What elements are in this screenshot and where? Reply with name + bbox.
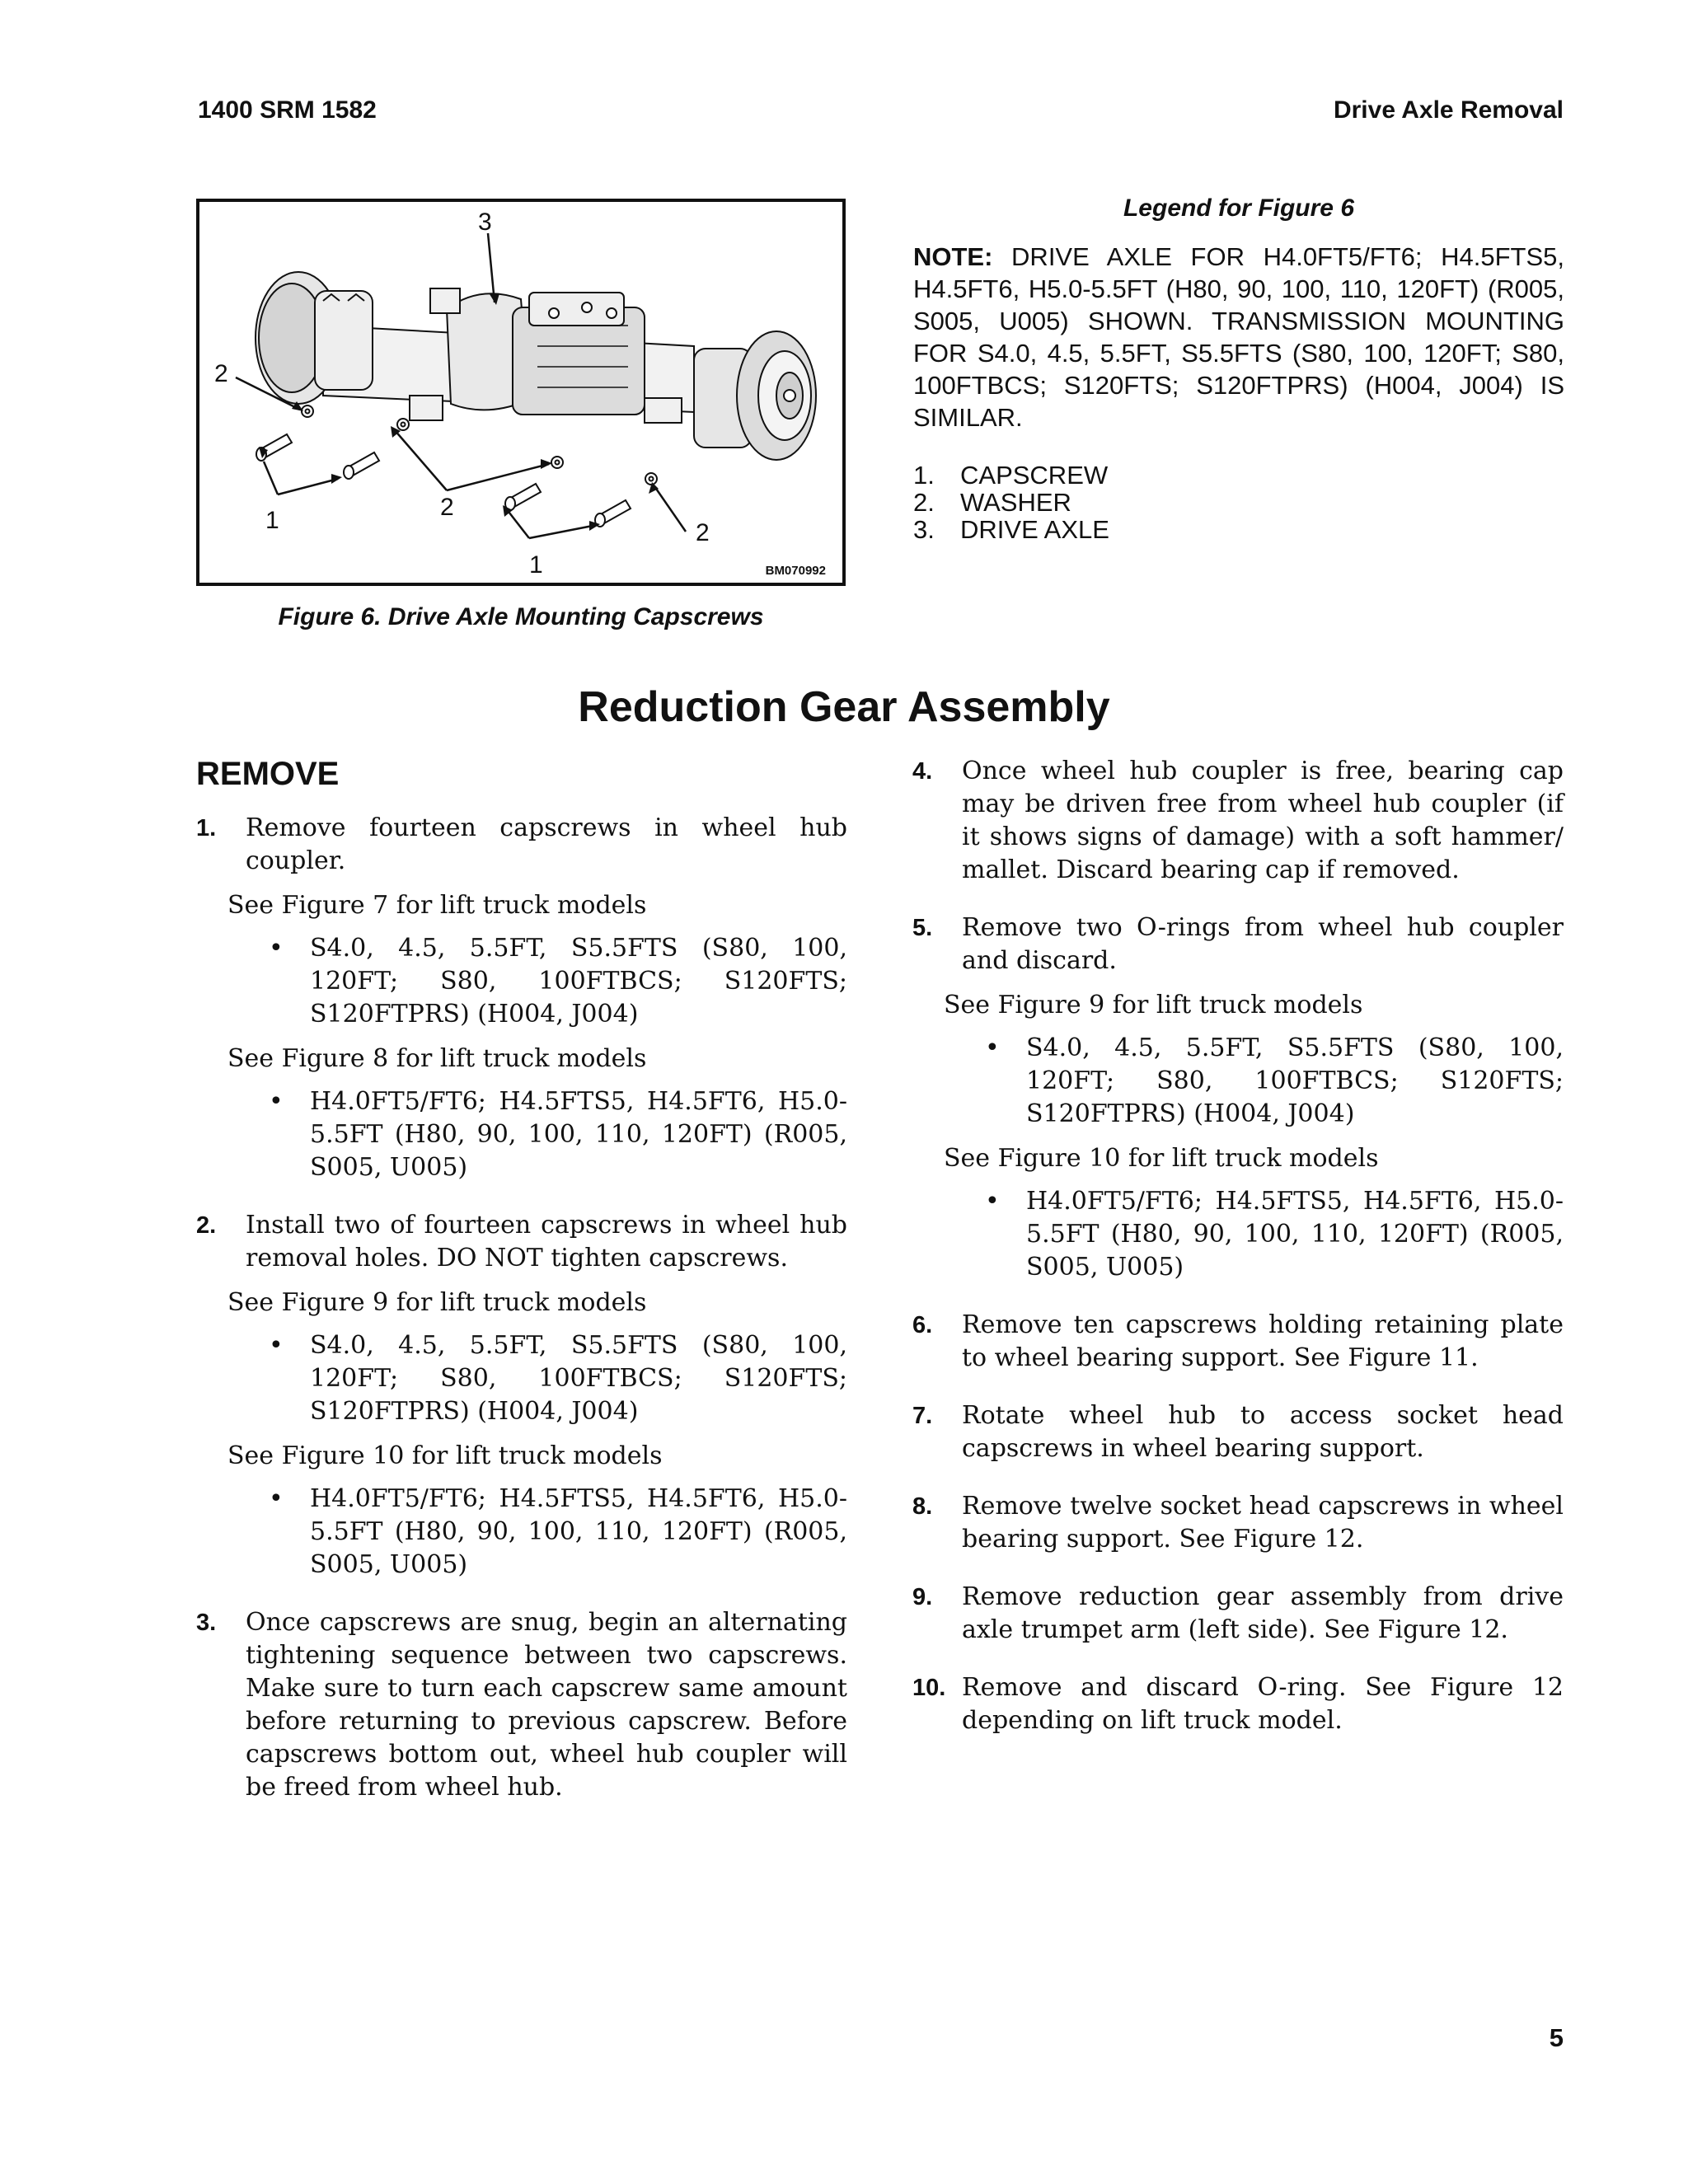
model-bullet <box>196 1329 847 1428</box>
legend-note <box>913 241 1564 434</box>
callout-2-left: 2 <box>214 360 228 387</box>
legend-list <box>913 462 1109 543</box>
see-figure-line: See Figure 9 for lift truck models <box>944 991 1363 1019</box>
legend-item <box>913 489 1109 516</box>
step-text: Remove fourteen capscrews in wheel hub coupler. <box>246 813 847 875</box>
step-2 <box>196 1209 847 1582</box>
legend-item-label: DRIVE AXLE <box>960 515 1109 544</box>
step-number: 2. <box>196 1212 217 1239</box>
bullet-glyph: • <box>985 1033 1000 1062</box>
step-text: Remove ten capscrews holding retaining plate to wheel bearing support. See Figure 11. <box>962 1310 1564 1372</box>
legend-item <box>913 462 1109 489</box>
running-header-title: Drive Axle Removal <box>1333 96 1564 124</box>
step-text: Remove and discard O-ring. See Figure 12 depending on lift truck model. <box>962 1673 1564 1735</box>
step-number: 6. <box>912 1312 933 1338</box>
running-header-doc-id: 1400 SRM 1582 <box>198 96 377 124</box>
step-number: 8. <box>912 1493 933 1520</box>
legend-item-number: 1. <box>913 461 935 490</box>
figure-code: BM070992 <box>765 564 826 578</box>
step-number: 4. <box>912 758 933 785</box>
model-bullet <box>912 1032 1564 1131</box>
figure-caption: Figure 6. Drive Axle Mounting Capscrews <box>278 603 764 630</box>
step-number: 10. <box>912 1675 946 1701</box>
callout-1-bottom: 1 <box>529 551 543 579</box>
step-10 <box>912 1671 1564 1737</box>
left-column <box>196 754 847 1829</box>
see-figure-line: See Figure 10 for lift truck models <box>944 1144 1379 1173</box>
section-title: Reduction Gear Assembly <box>578 683 1110 731</box>
page-number: 5 <box>1549 2023 1564 2052</box>
note-text: DRIVE AXLE FOR H4.0FT5/FT6; H4.5FTS5, H4.5FT6, H5.0-5.5FT (H80, 90, 100, 110, 120FT) (R005, S005, U005) SHOWN. TRANSMISSION MOUNTING FOR S4.0, 4.5, 5.5FT, S5.5FTS (S80, 100, 120FT; S80, 100FTBCS; S120FTS; S120FTPRS) (H004, J004) IS SIMILAR. <box>913 242 1564 432</box>
bullet-text: H4.0FT5/FT6; H4.5FTS5, H4.5FT6, H5.0-5.5FT (H80, 90, 100, 110, 120FT) (R005, S005, U005) <box>310 1087 847 1182</box>
bullet-text: S4.0, 4.5, 5.5FT, S5.5FTS (S80, 100, 120FT; S80, 100FTBCS; S120FTS; S120FTPRS) (H004, J004) <box>1026 1033 1564 1128</box>
step-4 <box>912 755 1564 887</box>
step-7 <box>912 1399 1564 1465</box>
step-number: 5. <box>912 915 933 941</box>
model-bullet <box>912 1185 1564 1284</box>
step-number: 1. <box>196 815 217 841</box>
legend-item-number: 2. <box>913 488 935 517</box>
step-text: Rotate wheel hub to access socket head capscrews in wheel bearing support. <box>962 1401 1564 1463</box>
step-9 <box>912 1581 1564 1647</box>
model-bullet <box>196 1085 847 1184</box>
bullet-text: H4.0FT5/FT6; H4.5FTS5, H4.5FT6, H5.0-5.5FT (H80, 90, 100, 110, 120FT) (R005, S005, U005) <box>1026 1187 1564 1282</box>
callout-3: 3 <box>478 209 492 236</box>
step-text: Once capscrews are snug, begin an alternating tightening sequence between two capscrews. Make sure to turn each capscrew same amount before returning to previous capscrew. Before capscrews bottom out, wheel hub coupler will be freed from wheel hub. <box>246 1608 847 1802</box>
bullet-glyph: • <box>269 1331 284 1360</box>
model-bullet <box>196 1483 847 1582</box>
bullet-glyph: • <box>269 1484 284 1513</box>
see-figure-line: See Figure 7 for lift truck models <box>227 891 647 920</box>
figure-6-drive-axle-illustration <box>196 199 846 586</box>
step-1 <box>196 812 847 1184</box>
step-3 <box>196 1606 847 1804</box>
legend-item-label: CAPSCREW <box>960 461 1109 490</box>
step-text: Install two of fourteen capscrews in wheel hub removal holes. DO NOT tighten capscrews. <box>246 1211 847 1272</box>
right-column <box>912 755 1564 1762</box>
step-number: 7. <box>912 1403 933 1429</box>
bullet-text: S4.0, 4.5, 5.5FT, S5.5FTS (S80, 100, 120FT; S80, 100FTBCS; S120FTS; S120FTPRS) (H004, J004) <box>310 934 847 1029</box>
see-figure-line: See Figure 9 for lift truck models <box>227 1288 647 1317</box>
callout-2-middle: 2 <box>440 494 454 521</box>
step-5 <box>912 912 1564 1284</box>
step-number: 3. <box>196 1610 217 1636</box>
step-text: Remove reduction gear assembly from drive axle trumpet arm (left side). See Figure 12. <box>962 1582 1564 1644</box>
step-text: Once wheel hub coupler is free, bearing cap may be driven free from wheel hub coupler (if it shows signs of damage) with a soft hammer/ mallet. Discard bearing cap if removed. <box>962 757 1564 884</box>
bullet-glyph: • <box>269 1087 284 1116</box>
legend-item-label: WASHER <box>960 488 1071 517</box>
step-8 <box>912 1490 1564 1556</box>
legend-item-number: 3. <box>913 515 935 544</box>
step-6 <box>912 1309 1564 1375</box>
callout-2-right: 2 <box>696 519 710 546</box>
see-figure-line: See Figure 8 for lift truck models <box>227 1044 647 1073</box>
callout-1-left: 1 <box>265 507 279 534</box>
note-label: NOTE: <box>913 242 993 271</box>
model-bullet <box>196 932 847 1031</box>
step-number: 9. <box>912 1584 933 1610</box>
bullet-glyph: • <box>269 934 284 963</box>
remove-heading: REMOVE <box>196 756 340 792</box>
step-text: Remove two O-rings from wheel hub coupler and discard. <box>962 913 1564 975</box>
see-figure-line: See Figure 10 for lift truck models <box>227 1441 663 1470</box>
step-text: Remove twelve socket head capscrews in wheel bearing support. See Figure 12. <box>962 1492 1564 1554</box>
bullet-text: H4.0FT5/FT6; H4.5FTS5, H4.5FT6, H5.0-5.5FT (H80, 90, 100, 110, 120FT) (R005, S005, U005) <box>310 1484 847 1579</box>
bullet-glyph: • <box>985 1187 1000 1216</box>
legend-title: Legend for Figure 6 <box>1123 194 1355 222</box>
drive-axle-drawing <box>199 202 842 583</box>
legend-item <box>913 516 1109 543</box>
bullet-text: S4.0, 4.5, 5.5FT, S5.5FTS (S80, 100, 120FT; S80, 100FTBCS; S120FTS; S120FTPRS) (H004, J004) <box>310 1331 847 1426</box>
